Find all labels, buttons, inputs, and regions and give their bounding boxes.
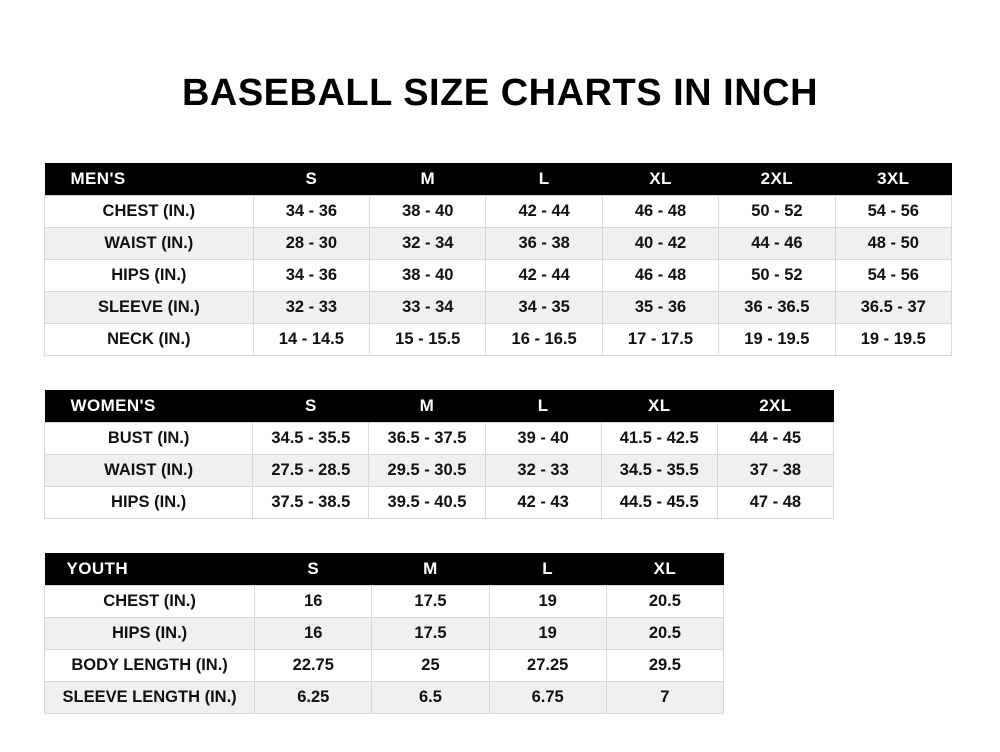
cell: 39.5 - 40.5	[369, 487, 485, 519]
cell: 29.5	[606, 650, 723, 682]
youth-table-body	[45, 586, 724, 714]
cell: 34.5 - 35.5	[601, 455, 717, 487]
youth-size-table	[44, 553, 724, 714]
womens-table-header	[45, 390, 834, 423]
cell: 19	[489, 618, 606, 650]
cell: 16	[255, 586, 372, 618]
page-title: BASEBALL SIZE CHARTS IN INCH	[181, 72, 819, 114]
cell: 36.5 - 37.5	[369, 423, 485, 455]
womens-header-m: M	[369, 390, 485, 423]
cell: 42 - 43	[485, 487, 601, 519]
table-row	[45, 586, 724, 618]
cell: 48 - 50	[835, 228, 951, 260]
table-header-row	[45, 390, 834, 423]
cell: 36 - 36.5	[719, 292, 835, 324]
womens-header-xl: XL	[601, 390, 717, 423]
cell: 44.5 - 45.5	[601, 487, 717, 519]
mens-header-l: L	[486, 163, 602, 196]
cell: 17 - 17.5	[602, 324, 718, 356]
row-label: WAIST (IN.)	[45, 455, 253, 487]
cell: 44 - 45	[717, 423, 833, 455]
cell: 29.5 - 30.5	[369, 455, 485, 487]
youth-header-s: S	[255, 553, 372, 586]
cell: 34 - 36	[253, 260, 369, 292]
cell: 41.5 - 42.5	[601, 423, 717, 455]
cell: 33 - 34	[370, 292, 486, 324]
cell: 50 - 52	[719, 196, 835, 228]
cell: 36 - 38	[486, 228, 602, 260]
section-spacer	[44, 519, 956, 553]
cell: 14 - 14.5	[253, 324, 369, 356]
size-chart-tables	[0, 163, 1000, 714]
table-row	[45, 423, 834, 455]
row-label: BUST (IN.)	[45, 423, 253, 455]
womens-size-table	[44, 390, 834, 519]
womens-header-s: S	[253, 390, 369, 423]
cell: 37 - 38	[717, 455, 833, 487]
row-label: BODY LENGTH (IN.)	[45, 650, 255, 682]
cell: 17.5	[372, 618, 489, 650]
cell: 54 - 56	[835, 260, 951, 292]
womens-header-2xl: 2XL	[717, 390, 833, 423]
mens-size-table	[44, 163, 952, 356]
cell: 40 - 42	[602, 228, 718, 260]
mens-header-xl: XL	[602, 163, 718, 196]
row-label: SLEEVE LENGTH (IN.)	[45, 682, 255, 714]
table-row	[45, 324, 952, 356]
youth-header-category: YOUTH	[45, 553, 255, 586]
cell: 34 - 35	[486, 292, 602, 324]
womens-header-category: WOMEN'S	[45, 390, 253, 423]
cell: 47 - 48	[717, 487, 833, 519]
cell: 22.75	[255, 650, 372, 682]
cell: 19	[489, 586, 606, 618]
cell: 27.5 - 28.5	[253, 455, 369, 487]
table-row	[45, 260, 952, 292]
mens-table-body	[45, 196, 952, 356]
table-row	[45, 292, 952, 324]
cell: 35 - 36	[602, 292, 718, 324]
cell: 17.5	[372, 586, 489, 618]
cell: 46 - 48	[602, 260, 718, 292]
cell: 36.5 - 37	[835, 292, 951, 324]
row-label: HIPS (IN.)	[45, 618, 255, 650]
mens-table-header	[45, 163, 952, 196]
womens-header-l: L	[485, 390, 601, 423]
cell: 6.75	[489, 682, 606, 714]
cell: 54 - 56	[835, 196, 951, 228]
section-spacer	[44, 356, 956, 390]
youth-table-header	[45, 553, 724, 586]
cell: 16	[255, 618, 372, 650]
table-row	[45, 618, 724, 650]
cell: 7	[606, 682, 723, 714]
cell: 28 - 30	[253, 228, 369, 260]
row-label: HIPS (IN.)	[45, 260, 254, 292]
cell: 32 - 34	[370, 228, 486, 260]
table-header-row	[45, 553, 724, 586]
row-label: CHEST (IN.)	[45, 196, 254, 228]
cell: 19 - 19.5	[835, 324, 951, 356]
youth-header-l: L	[489, 553, 606, 586]
cell: 39 - 40	[485, 423, 601, 455]
cell: 44 - 46	[719, 228, 835, 260]
cell: 38 - 40	[370, 196, 486, 228]
cell: 6.25	[255, 682, 372, 714]
mens-header-category: MEN'S	[45, 163, 254, 196]
cell: 32 - 33	[253, 292, 369, 324]
cell: 42 - 44	[486, 260, 602, 292]
row-label: NECK (IN.)	[45, 324, 254, 356]
cell: 16 - 16.5	[486, 324, 602, 356]
mens-header-2xl: 2XL	[719, 163, 835, 196]
cell: 38 - 40	[370, 260, 486, 292]
mens-header-s: S	[253, 163, 369, 196]
table-header-row	[45, 163, 952, 196]
mens-header-3xl: 3XL	[835, 163, 951, 196]
cell: 34.5 - 35.5	[253, 423, 369, 455]
row-label: SLEEVE (IN.)	[45, 292, 254, 324]
row-label: HIPS (IN.)	[45, 487, 253, 519]
youth-header-m: M	[372, 553, 489, 586]
womens-table-body	[45, 423, 834, 519]
cell: 20.5	[606, 618, 723, 650]
cell: 6.5	[372, 682, 489, 714]
table-row	[45, 682, 724, 714]
cell: 42 - 44	[486, 196, 602, 228]
cell: 32 - 33	[485, 455, 601, 487]
cell: 46 - 48	[602, 196, 718, 228]
cell: 19 - 19.5	[719, 324, 835, 356]
table-row	[45, 228, 952, 260]
row-label: CHEST (IN.)	[45, 586, 255, 618]
table-row	[45, 487, 834, 519]
table-row	[45, 196, 952, 228]
cell: 27.25	[489, 650, 606, 682]
cell: 50 - 52	[719, 260, 835, 292]
row-label: WAIST (IN.)	[45, 228, 254, 260]
cell: 15 - 15.5	[370, 324, 486, 356]
cell: 20.5	[606, 586, 723, 618]
table-row	[45, 650, 724, 682]
cell: 34 - 36	[253, 196, 369, 228]
cell: 37.5 - 38.5	[253, 487, 369, 519]
mens-header-m: M	[370, 163, 486, 196]
table-row	[45, 455, 834, 487]
cell: 25	[372, 650, 489, 682]
youth-header-xl: XL	[606, 553, 723, 586]
